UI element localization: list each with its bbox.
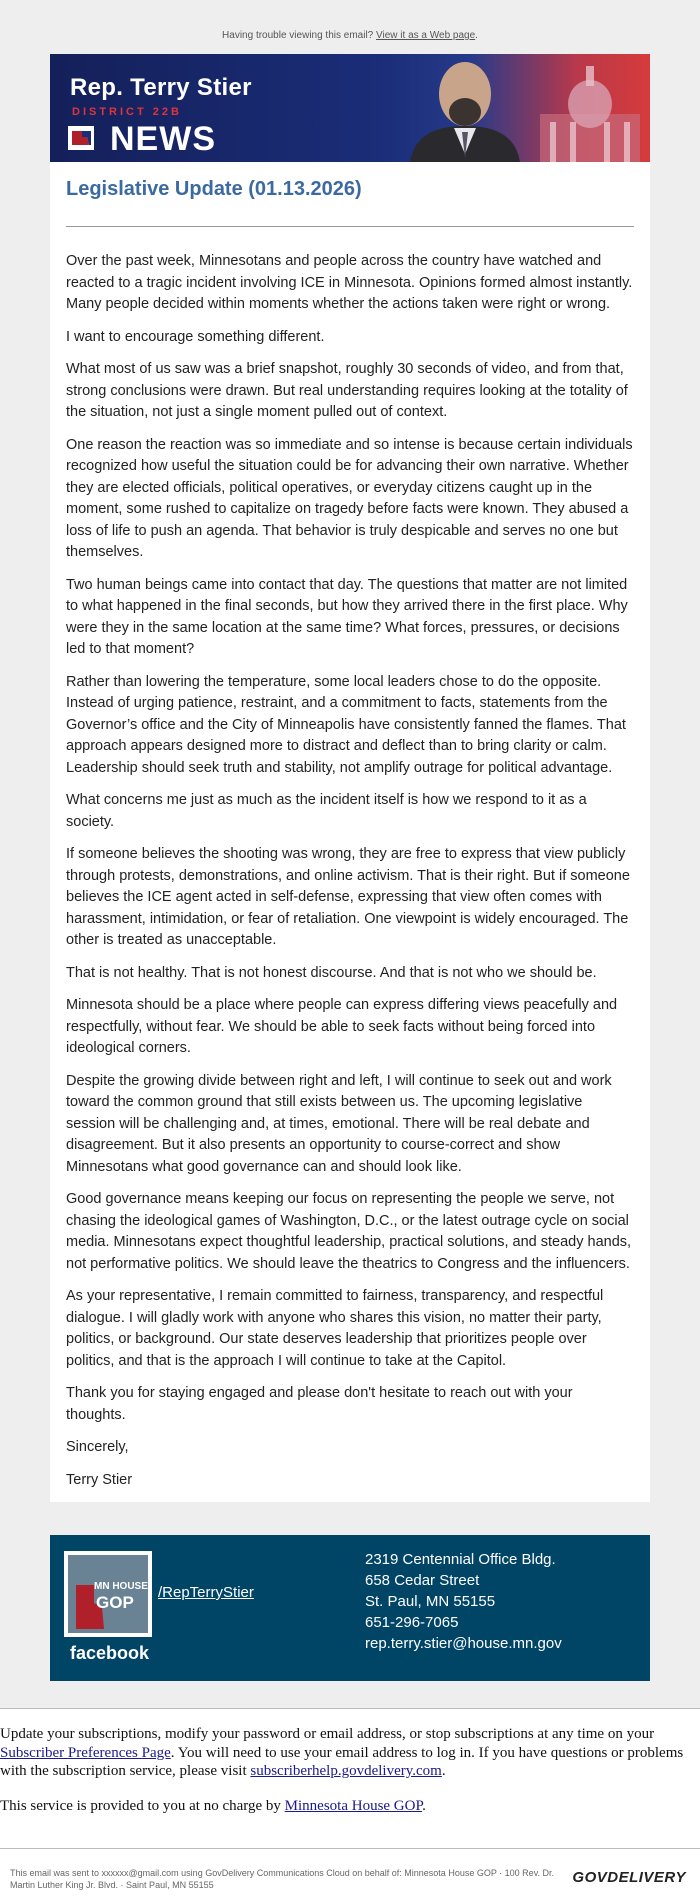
email-card (50, 54, 650, 1502)
article-body (50, 162, 650, 1491)
subs-text-b: . You will need to use your email address to log in. If you have questions or problems with the subscription service, please visit (0, 1744, 684, 1779)
sender-info: This email was sent to xxxxxx@gmail.com using GovDelivery Communications Cloud on behalf of: Minnesota House GOP · 100 Rev. Dr. Martin Luther King Jr. Blvd. · Saint Paul, MN 55155 (10, 1868, 555, 1890)
phone-number: 651-296-7065 (365, 1614, 459, 1631)
paragraph-9: That is not healthy. That is not honest discourse. And that is not who we should be. (66, 964, 597, 981)
subs-text-c: . (441, 1763, 446, 1779)
paragraph-4: One reason the reaction was so immediate and so intense is because certain individuals recognized how useful the situation could be for advancing their own narrative. Whether they are elected officials, political operatives, or everyday citizens caught up in the moment, some rushed to capitalize on tragedy before facts were known. They abused a loss of life to push an agenda. That behavior is truly despicable and serves no one but themselves. (66, 436, 633, 560)
subscriber-help-link[interactable]: subscriberhelp.govdelivery.com (250, 1763, 442, 1779)
email-address[interactable]: rep.terry.stier@house.mn.gov (365, 1635, 562, 1652)
address-line-3: St. Paul, MN 55155 (365, 1593, 496, 1610)
subscription-paragraph (0, 1725, 700, 1781)
trouble-viewing-text: Having trouble viewing this email? (222, 30, 374, 41)
signature-name: Terry Stier (66, 1471, 133, 1488)
facebook-handle-link[interactable]: /RepTerryStier (158, 1584, 254, 1601)
logo-text-gop: GOP (96, 1593, 134, 1612)
subscriber-preferences-link[interactable]: Subscriber Preferences Page (0, 1744, 171, 1761)
page-title: Legislative Update (01.13.2026) (66, 178, 362, 200)
service-text-a: This service is provided to you at no charge by (0, 1797, 285, 1814)
address-line-1: 2319 Centennial Office Bldg. (365, 1551, 556, 1568)
service-text-b: . (422, 1797, 426, 1814)
address-line-2: 658 Cedar Street (365, 1572, 480, 1589)
paragraph-10: Minnesota should be a place where people can express differing views peacefully and respectfully, without fear. We should be able to seek facts without being forced into ideological corners. (66, 997, 618, 1056)
banner-news: NEWS (110, 120, 216, 158)
subs-text-a: Update your subscriptions, modify your password or email address, or stop subscriptions at any time on your (0, 1726, 655, 1742)
header-banner (50, 54, 650, 162)
sender-footer (0, 1848, 700, 1900)
paragraph-8: If someone believes the shooting was wrong, they are free to express that view publicly through protests, demonstrations, and online activism. That is their right. But if someone believes the ICE agent acted in self-defense, expressing that view often comes with harassment, intimidation, or fear of retaliation. One viewpoint is widely encouraged. The other is treated as unacceptable. (66, 846, 630, 948)
banner-district: DISTRICT 22B (72, 106, 182, 118)
paragraph-3: What most of us saw was a brief snapshot, roughly 30 seconds of video, and from that, strong conclusions were drawn. But real understanding requires looking at the totality of the situation, not just a single moment pulled out of context. (66, 361, 628, 420)
facebook-wordmark[interactable]: facebook (70, 1643, 150, 1663)
banner-rep-name: Rep. Terry Stier (70, 74, 252, 101)
mn-gop-logo-icon (68, 126, 94, 150)
mn-house-gop-link[interactable]: Minnesota House GOP (284, 1797, 423, 1814)
paragraph-2: I want to encourage something different. (66, 328, 325, 345)
subscription-notice (0, 1708, 700, 1848)
paragraph-6: Rather than lowering the temperature, some local leaders chose to do the opposite. Instead of urging patience, restraint, and a commitment to facts, statements from the Governor’s office and the City of Minneapolis have consistently fanned the flames. That approach appears designed more to distract and deflect than to bring clarity or calm. Leadership should seek truth and stability, not amplify outrage for political advantage. (66, 673, 626, 776)
title-divider (66, 226, 634, 227)
web-page-link[interactable]: View it as a Web page (376, 30, 476, 41)
paragraph-5: Two human beings came into contact that day. The questions that matter are not limited to what happened in the final seconds, but how they arrived there in the first place. Why were they in the same location at the same time? What forces, pressures, or decisions led to that moment? (66, 576, 628, 657)
trouble-viewing-note (0, 30, 700, 41)
paragraph-14: Thank you for staying engaged and please don't hesitate to reach out with your thoughts. (66, 1385, 573, 1423)
paragraph-12: Good governance means keeping our focus on representing the people we serve, not chasing the ideological games of Washington, D.C., or the latest outrage cycle on social media. Minnesotans expect thoughtful leadership, practical solutions, and steady hands, not performative politics. We should leave the theatrics to Congress and the influencers. (66, 1191, 632, 1272)
paragraph-7: What concerns me just as much as the incident itself is how we respond to it as a society. (66, 792, 587, 830)
paragraph-1: Over the past week, Minnesotans and people across the country have watched and reacted to a tragic incident involving ICE in Minnesota. Opinions formed almost instantly. Many people decided within moments whether the actions taken were right or wrong. (66, 253, 633, 312)
paragraph-11: Despite the growing divide between right and left, I will continue to seek out and work toward the common ground that still exists between us. The upcoming legislative session will be challenging and, at times, emotional. There will be real debate and disagreement. But it also presents an opportunity to course-correct and show Minnesotans what good governance can and should look like. (66, 1072, 612, 1175)
mn-house-gop-logo-icon[interactable] (64, 1551, 152, 1637)
service-paragraph (0, 1797, 700, 1816)
signoff: Sincerely, (66, 1439, 129, 1455)
govdelivery-logo[interactable]: GOVDELIVERY (572, 1869, 686, 1886)
logo-text-mnhouse: MN HOUSE (94, 1581, 148, 1592)
office-address (365, 1549, 562, 1654)
paragraph-13: As your representative, I remain committed to fairness, transparency, and respectful dialogue. I will gladly work with anyone who shares this vision, no matter their party, politics, or background. Our state deserves leadership that prioritizes people over politics, and that is the approach I will continue to take at the Capitol. (66, 1288, 604, 1369)
contact-footer (50, 1535, 650, 1681)
rep-portrait-icon (390, 54, 540, 162)
note-period: . (475, 30, 478, 41)
capitol-building-icon (530, 54, 650, 162)
